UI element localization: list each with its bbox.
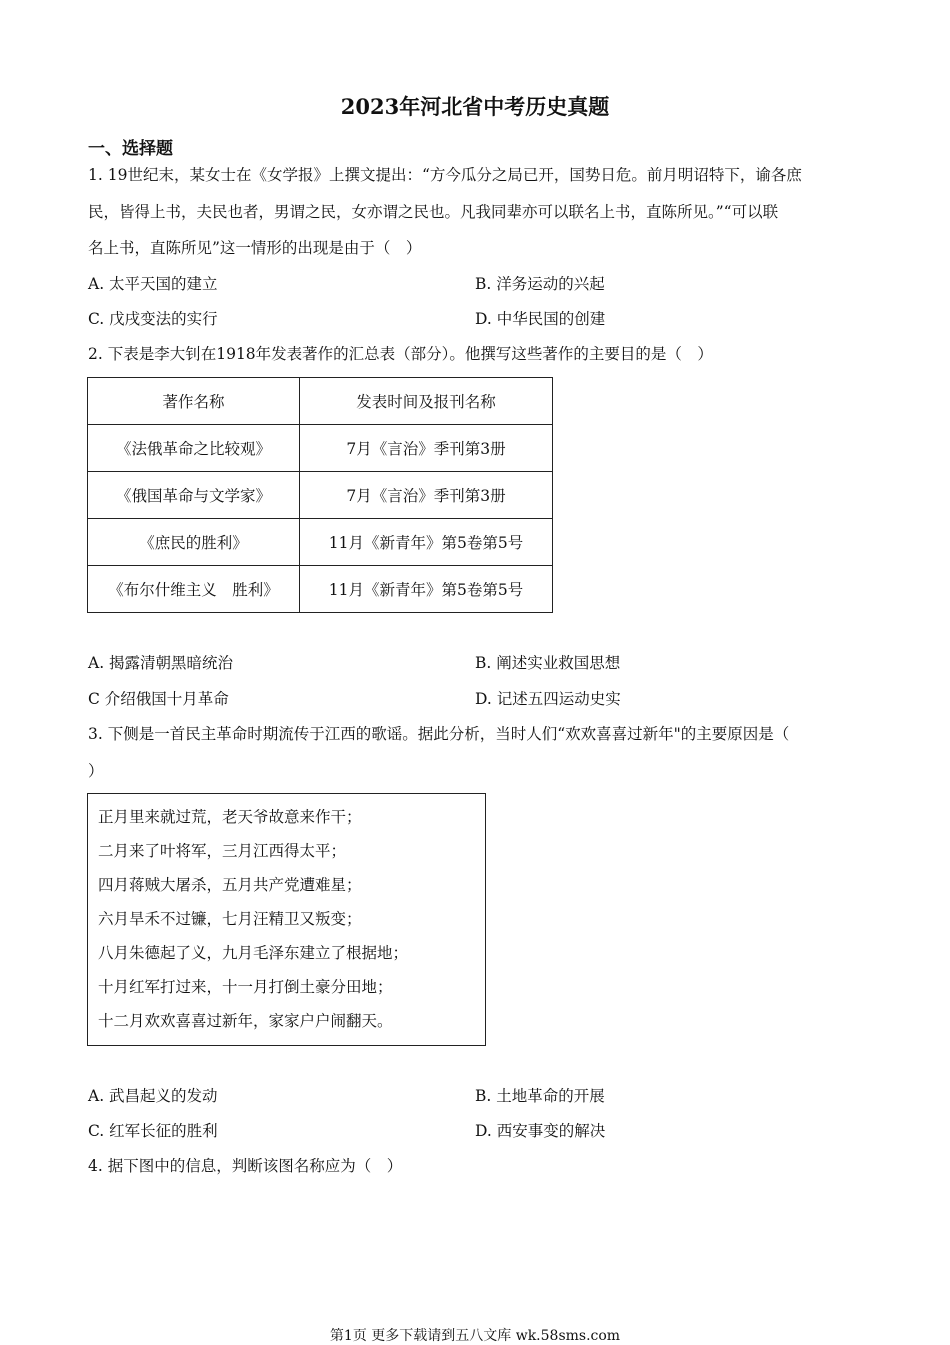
table-cell: 7月《言治》季刊第3册 — [300, 425, 553, 472]
table-row — [88, 519, 553, 566]
song-line: 十二月欢欢喜喜过新年，家家户户闹翻天。 — [98, 1012, 393, 1030]
q3-option-d: D. 西安事变的解决 — [475, 1122, 606, 1140]
q2-option-a: A. 揭露清朝黑暗统治 — [88, 654, 234, 672]
table-header-cell: 著作名称 — [88, 378, 300, 425]
table-row — [88, 425, 553, 472]
table-cell: 11月《新青年》第5卷第5号 — [300, 519, 553, 566]
q1-option-a: A. 太平天国的建立 — [88, 275, 218, 293]
q2-works-table — [87, 377, 553, 613]
q3-stem-line-1: 3. 下侧是一首民主革命时期流传于江西的歌谣。据此分析，当时人们“欢欢喜喜过新年"的主要原因是（ — [88, 725, 790, 743]
q2-option-b: B. 阐述实业救国思想 — [475, 654, 621, 672]
table-header-cell: 发表时间及报刊名称 — [300, 378, 553, 425]
song-line: 正月里来就过荒，老天爷故意来作干； — [98, 808, 362, 826]
q3-option-a: A. 武昌起义的发动 — [88, 1087, 218, 1105]
q2-stem: 2. 下表是李大钊在1918年发表著作的汇总表（部分）。他撰写这些著作的主要目的是（ ） — [88, 345, 713, 363]
song-line: 四月蒋贼大屠杀，五月共产党遭难星； — [98, 876, 362, 894]
q3-option-c: C. 红军长征的胜利 — [88, 1122, 218, 1140]
table-cell: 《法俄革命之比较观》 — [88, 425, 300, 472]
q2-option-c: C 介绍俄国十月革命 — [88, 690, 229, 708]
q4-stem: 4. 据下图中的信息，判断该图名称应为（ ） — [88, 1157, 403, 1175]
table-header-row — [88, 378, 553, 425]
q1-option-d: D. 中华民国的创建 — [475, 310, 606, 328]
q1-stem-line-3: 名上书，直陈所见”这一情形的出现是由于（ ） — [88, 239, 422, 257]
table-cell: 7月《言治》季刊第3册 — [300, 472, 553, 519]
song-line: 二月来了叶将军，三月江西得太平； — [98, 842, 347, 860]
song-line: 八月朱德起了义，九月毛泽东建立了根据地； — [98, 944, 409, 962]
table-cell: 《俄国革命与文学家》 — [88, 472, 300, 519]
q3-stem-line-2: ） — [88, 762, 104, 780]
page-title: 2023年河北省中考历史真题 — [340, 94, 610, 119]
section-heading: 一、选择题 — [88, 139, 173, 159]
table-cell: 《布尔什维主义 胜利》 — [88, 566, 300, 613]
song-line: 六月旱禾不过镰，七月汪精卫又叛变； — [98, 910, 362, 928]
q1-option-b: B. 洋务运动的兴起 — [475, 275, 605, 293]
q1-stem-line-1: 1. 19世纪末，某女士在《女学报》上撰文提出：“方今瓜分之局已开，国势日危。前月明诏特下，谕各庶 — [88, 166, 802, 184]
table-row — [88, 472, 553, 519]
q2-option-d: D. 记述五四运动史实 — [475, 690, 621, 708]
page-footer: 第1页 更多下载请到五八文库 wk.58sms.com — [329, 1328, 621, 1344]
song-line: 十月红军打过来，十一月打倒土豪分田地； — [98, 978, 393, 996]
q1-stem-line-2: 民，皆得上书，夫民也者，男谓之民，女亦谓之民也。凡我同辈亦可以联名上书，直陈所见。”“可以联 — [88, 203, 779, 221]
table-row — [88, 566, 553, 613]
q3-option-b: B. 土地革命的开展 — [475, 1087, 605, 1105]
q3-song-box — [87, 793, 486, 1046]
table-cell: 11月《新青年》第5卷第5号 — [300, 566, 553, 613]
q1-option-c: C. 戊戌变法的实行 — [88, 310, 218, 328]
table-cell: 《庶民的胜利》 — [88, 519, 300, 566]
